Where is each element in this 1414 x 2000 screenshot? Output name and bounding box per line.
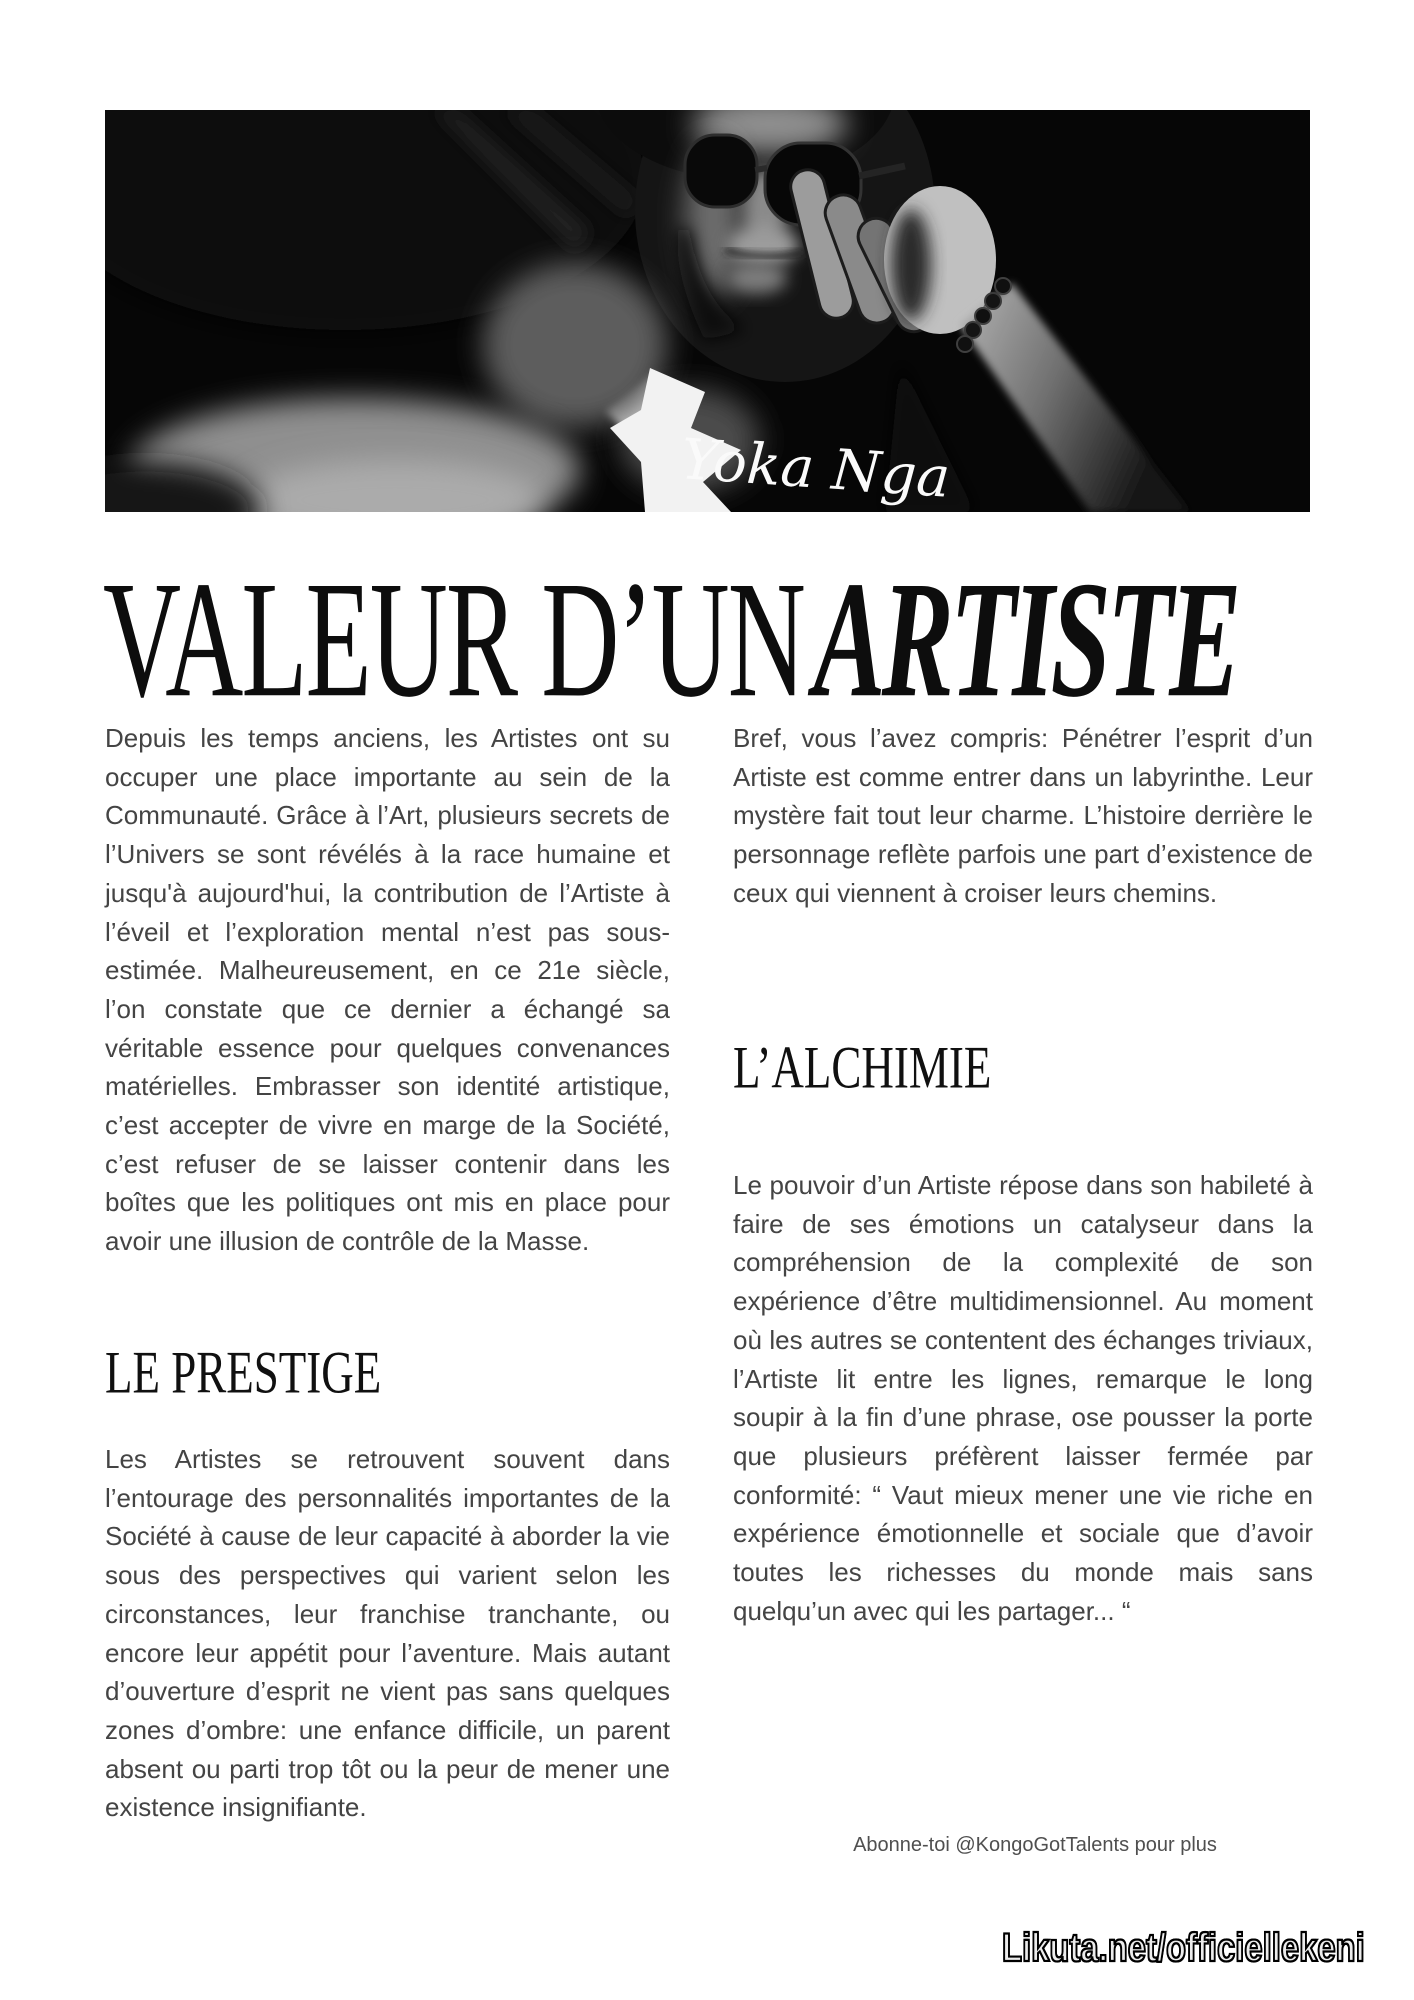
hero-photo [105, 110, 1310, 512]
title-italic-part: ARTISTE [813, 547, 1238, 732]
section-heading-alchimie: L’ALCHIMIE [733, 1033, 992, 1101]
right-column [733, 719, 1313, 1630]
intro-paragraph-right: Bref, vous l’avez compris: Pénétrer l’esprit d’un Artiste est comme entrer dans un labyrinthe. Leur mystère fait tout leur charme. L’histoire derrière le personnage reflète parfois une part d’existence de ceux qui viennent à croiser leurs chemins. [733, 723, 1313, 908]
shirt-script-text: Yoka Nga [679, 427, 953, 511]
article-title [103, 547, 1238, 732]
title-regular-part: VALEUR D’UN [103, 547, 804, 732]
watermark: Likuta.net/officiellekeni [1002, 1926, 1365, 1970]
left-column [105, 719, 670, 1827]
hero-photo-illustration [105, 110, 1310, 512]
section-heading-prestige: LE PRESTIGE [105, 1338, 382, 1406]
subscribe-note: Abonne-toi @KongoGotTalents pour plus [853, 1834, 1217, 1856]
alchimie-paragraph: Le pouvoir d’un Artiste répose dans son habileté à faire de ses émotions un catalyseur dans la compréhension de la complexité de son expérience d’être multidimensionnel. Au moment où les autres se contentent des échanges triviaux, l’Artiste lit entre les lignes, remarque le long soupir à la fin d’une phrase, ose pousser la porte que plusieurs préfèrent laisser fermée par conformité: “ Vaut mieux mener une vie riche en expérience émotionnelle et sociale que d’avoir toutes les richesses du monde mais sans quelqu’un avec qui les partager... “ [733, 1170, 1313, 1626]
prestige-paragraph: Les Artistes se retrouvent souvent dans l’entourage des personnalités importantes de la Société à cause de leur capacité à aborder la vie sous des perspectives qui varient selon les circonstances, leur franchise tranchante, ou encore leur appétit pour l’aventure. Mais autant d’ouverture d’esprit ne vient pas sans quelques zones d’ombre: une enfance difficile, un parent absent ou parti trop tôt ou la peur de mener une existence insignifiante. [105, 1444, 670, 1823]
intro-paragraph-left: Depuis les temps anciens, les Artistes ont su occuper une place importante au sein de la Communauté. Grâce à l’Art, plusieurs secrets de l’Univers se sont révélés à la race humaine et jusqu'à aujourd'hui, la contribution de l’Artiste à l’éveil et l’exploration mental n’est pas sous-estimée. Malheureusement, en ce 21e siècle, l’on constate que ce dernier a échangé sa véritable essence pour quelques convenances matérielles. Embrasser son identité artistique, c’est accepter de vivre en marge de la Société, c’est refuser de se laisser contenir dans les boîtes que les politiques ont mis en place pour avoir une illusion de contrôle de la Masse. [105, 723, 670, 1257]
